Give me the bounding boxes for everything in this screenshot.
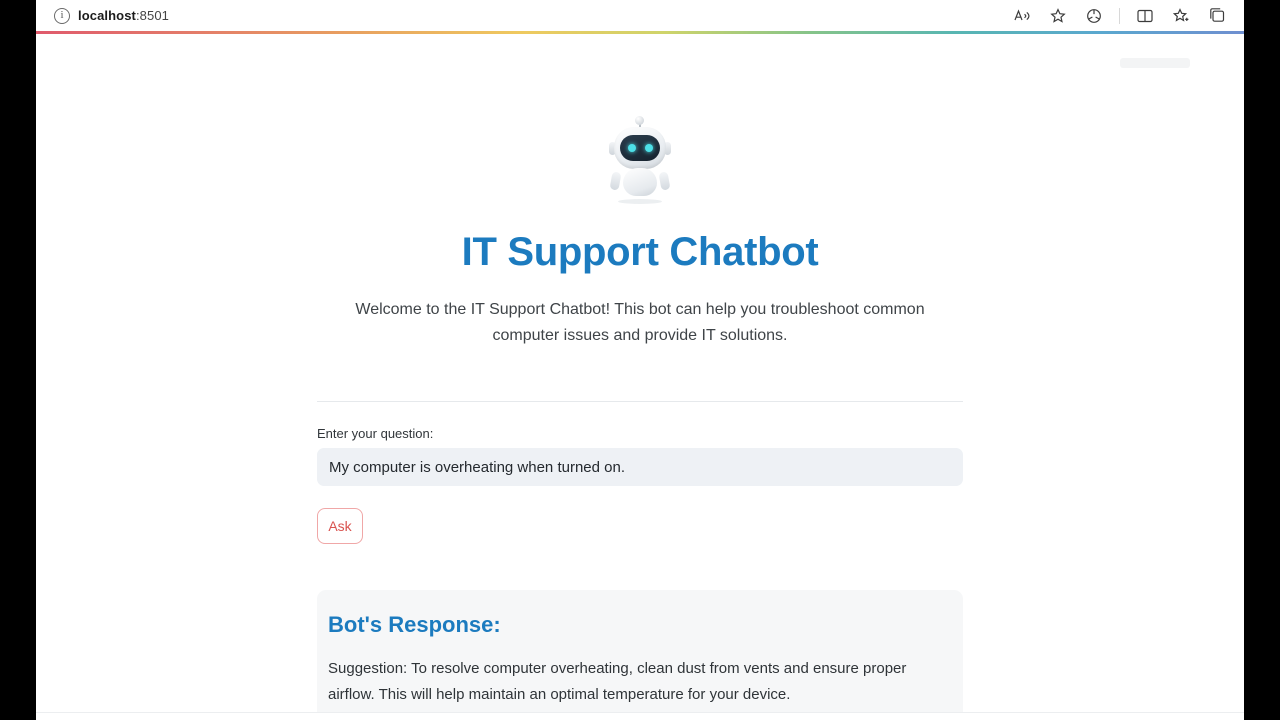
read-aloud-icon[interactable] — [1011, 5, 1033, 27]
bot-response-text: Suggestion: To resolve computer overheating, clean dust from vents and ensure proper airflow. This will help maintain an optimal temperature for your device. — [328, 660, 907, 703]
robot-icon — [607, 120, 673, 204]
robot-eye-right — [645, 144, 653, 152]
split-screen-icon[interactable] — [1134, 5, 1156, 27]
extensions-icon[interactable] — [1083, 5, 1105, 27]
collections-star-icon[interactable] — [1170, 5, 1192, 27]
browser-window — [36, 0, 1244, 712]
favorite-star-icon[interactable] — [1047, 5, 1069, 27]
robot-arm-left — [610, 171, 622, 190]
bot-response-heading: Bot's Response: — [328, 612, 501, 637]
question-field-label: Enter your question: — [317, 426, 434, 441]
page-title: IT Support Chatbot — [461, 230, 819, 274]
robot-antenna-ball — [635, 116, 644, 125]
page-body — [36, 34, 1244, 712]
question-input[interactable]: My computer is overheating when turned on. — [317, 448, 963, 486]
browser-bottom-edge — [36, 712, 1244, 720]
url-text — [78, 8, 169, 23]
robot-shadow — [618, 199, 662, 204]
collections-icon[interactable] — [1206, 5, 1228, 27]
ask-button[interactable]: Ask — [317, 508, 363, 544]
robot-visor — [620, 135, 660, 161]
robot-logo — [317, 120, 963, 204]
address-bar[interactable] — [46, 3, 1011, 29]
page-top-right-placeholder — [1120, 58, 1190, 68]
toolbar-actions — [1011, 5, 1234, 27]
bot-response-panel — [317, 590, 963, 712]
browser-toolbar — [36, 0, 1244, 31]
url-host: localhost — [78, 8, 136, 23]
robot-eye-left — [628, 144, 636, 152]
robot-arm-right — [659, 171, 671, 190]
welcome-text: Welcome to the IT Support Chatbot! This bot can help you troubleshoot common computer issues and provide IT solutions. — [355, 301, 925, 344]
robot-body — [623, 168, 657, 196]
app-content — [317, 34, 963, 712]
toolbar-separator — [1119, 8, 1120, 24]
section-divider — [317, 401, 963, 402]
url-port: :8501 — [135, 8, 170, 23]
site-info-icon[interactable]: i — [54, 8, 70, 24]
